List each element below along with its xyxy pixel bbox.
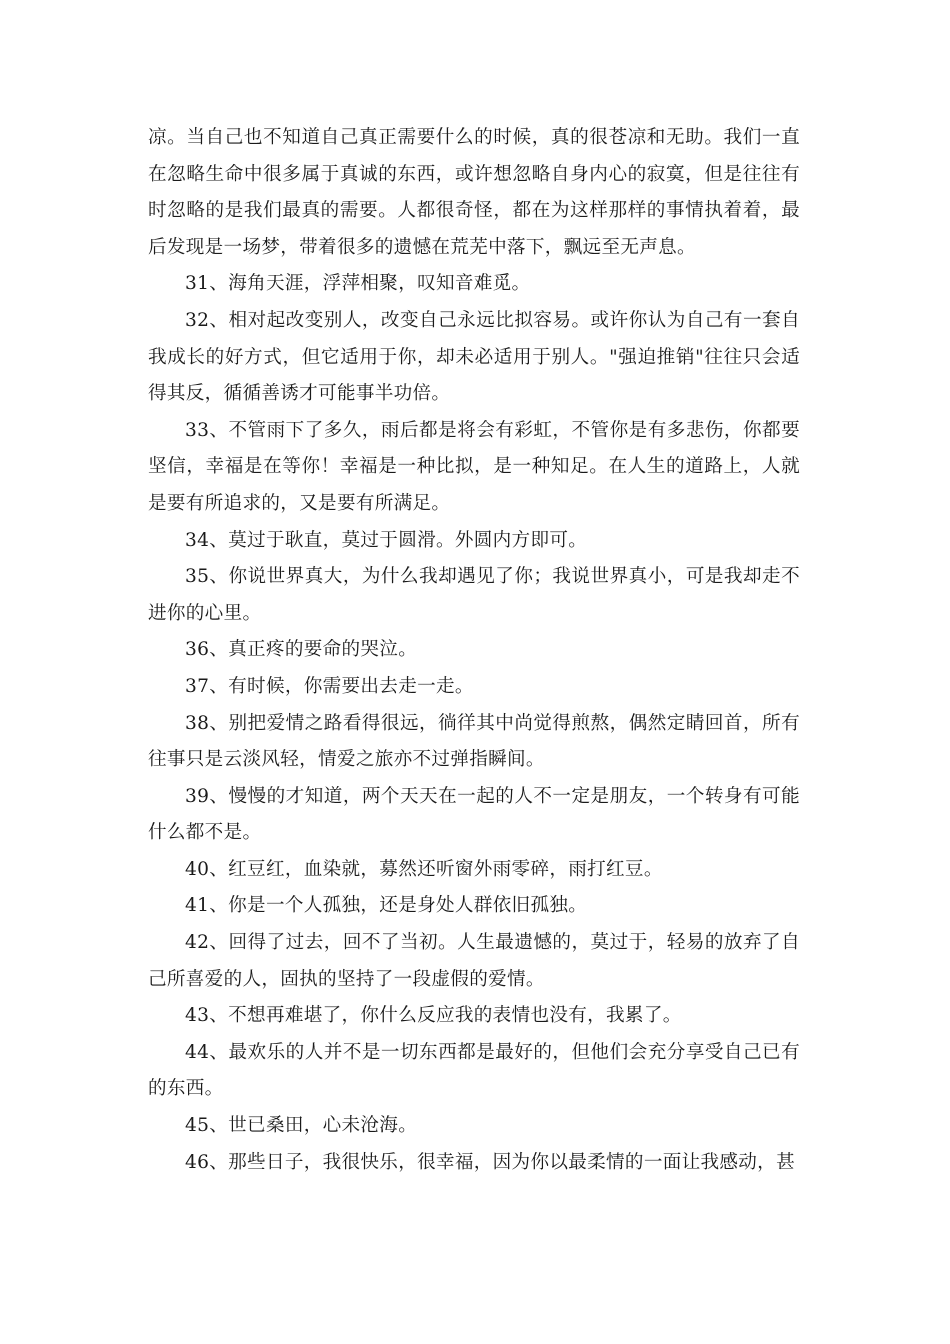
paragraph-32: 32、相对起改变别人，改变自己永远比拟容易。或许你认为自己有一套自我成长的好方式，但它适用于你，却未必适用于别人。"强迫推销"往往只会适得其反，循循善诱才可能事半功倍。 — [148, 309, 800, 405]
paragraph-41: 41、你是一个人孤独，还是身处人群依旧孤独。 — [185, 895, 588, 917]
paragraph-45: 45、世已桑田，心未沧海。 — [185, 1115, 418, 1137]
paragraph-43: 43、不想再难堪了，你什么反应我的表情也没有，我累了。 — [185, 1005, 682, 1027]
paragraph-35: 35、你说世界真大，为什么我却遇见了你；我说世界真小，可是我却走不进你的心里。 — [148, 566, 800, 624]
document-page — [148, 120, 800, 1181]
paragraph-33: 33、不管雨下了多久，雨后都是将会有彩虹，不管你是有多悲伤，你都要坚信，幸福是在等你！幸福是一种比拟，是一种知足。在人生的道路上，人就是要有所追求的，又是要有所满足。 — [148, 419, 800, 514]
paragraph-31: 31、海角天涯，浮萍相聚，叹知音难觅。 — [185, 273, 531, 295]
paragraph-39: 39、慢慢的才知道，两个天天在一起的人不一定是朋友，一个转身有可能什么都不是。 — [148, 785, 800, 844]
paragraph-44: 44、最欢乐的人并不是一切东西都是最好的，但他们会充分享受自己已有的东西。 — [148, 1041, 800, 1100]
paragraph-38: 38、别把爱情之路看得很远，徜徉其中尚觉得煎熬，偶然定睛回首，所有往事只是云淡风轻，情爱之旅亦不过弹指瞬间。 — [148, 712, 800, 771]
paragraph-40: 40、红豆红，血染就，募然还听窗外雨零碎，雨打红豆。 — [185, 858, 663, 880]
paragraph-36: 36、真正疼的要命的哭泣。 — [185, 639, 418, 661]
paragraph-34: 34、莫过于耿直，莫过于圆滑。外圆内方即可。 — [185, 529, 588, 551]
paragraph-42: 42、回得了过去，回不了当初。人生最遗憾的，莫过于，轻易的放弃了自己所喜爱的人，固执的坚持了一段虚假的爱情。 — [148, 932, 800, 990]
paragraph-37: 37、有时候，你需要出去走一走。 — [185, 675, 474, 697]
paragraph-46: 46、那些日子，我很快乐，很幸福，因为你以最柔情的一面让我感动，甚 — [185, 1151, 795, 1173]
paragraph-continuation: 凉。当自己也不知道自己真正需要什么的时候，真的很苍凉和无助。我们一直在忽略生命中很多属于真诚的东西，或许想忽略自身内心的寂寞，但是往往有时忽略的是我们最真的需要。人都很奇怪，都在为这样那样的事情执着着，最后发现是一场梦，带着很多的遗憾在荒芜中落下，飘远至无声息。 — [148, 127, 800, 258]
